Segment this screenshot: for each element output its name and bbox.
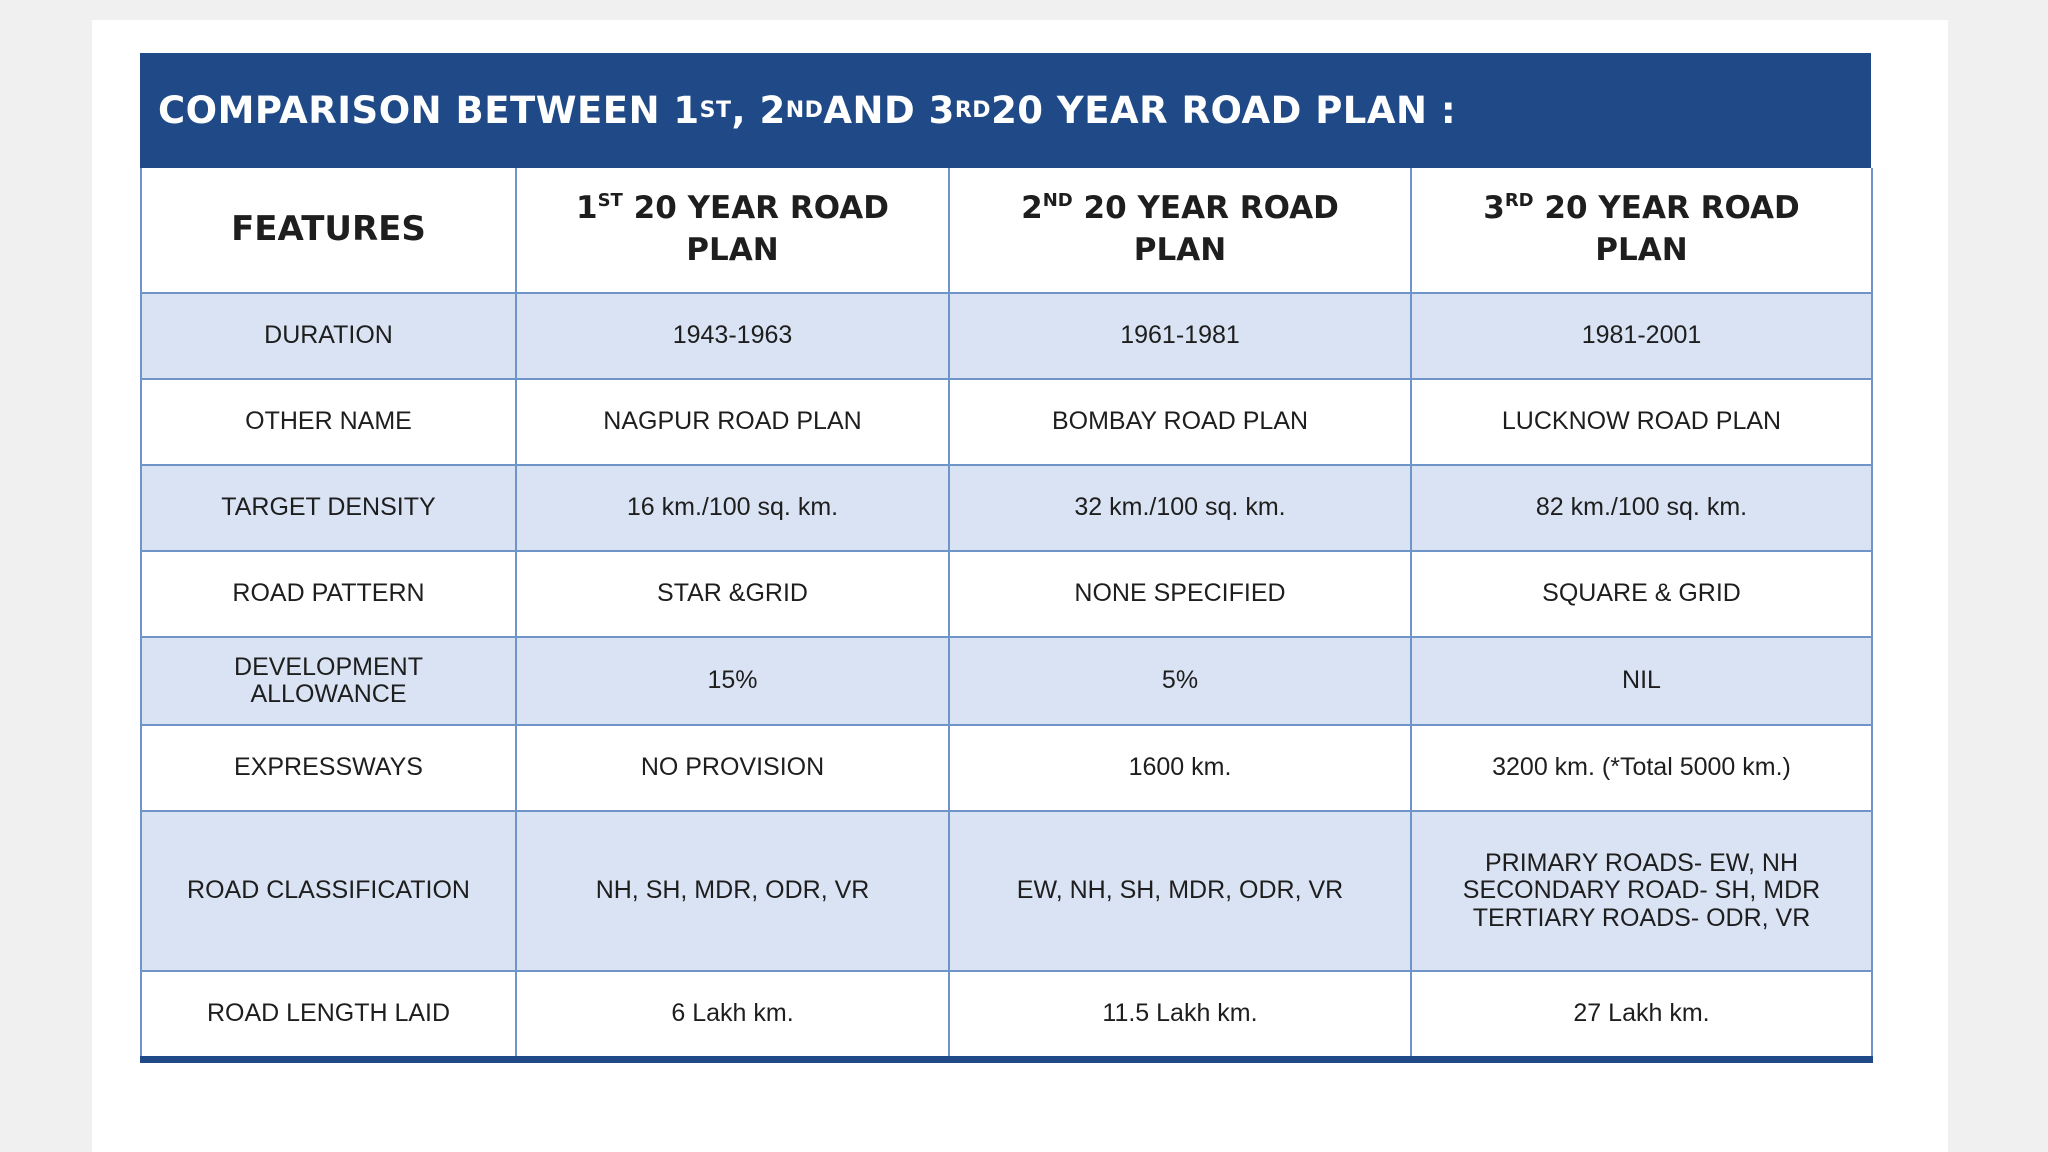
plan-3-cell: NIL xyxy=(1411,637,1872,725)
header-plan-3 xyxy=(1411,168,1872,293)
feature-cell: ROAD LENGTH LAID xyxy=(141,971,516,1060)
plan-2-cell: EW, NH, SH, MDR, ODR, VR xyxy=(949,811,1411,971)
title-part-3: AND 3 xyxy=(823,89,955,132)
plan-2-cell: 1961-1981 xyxy=(949,293,1411,379)
slide-title: COMPARISON BETWEEN 1 ST , 2 ND AND 3 RD 20 YEAR ROAD PLAN : xyxy=(140,53,1871,168)
plan-1-cell: NO PROVISION xyxy=(516,725,949,811)
header-plan-1-line2: PLAN xyxy=(686,232,779,268)
header-plan-1-num: 1 xyxy=(576,190,598,227)
classification-line-2: SECONDARY ROAD- SH, MDR xyxy=(1462,876,1821,905)
plan-1-cell: 6 Lakh km. xyxy=(516,971,949,1060)
title-part-2: , 2 xyxy=(731,89,786,132)
table-row-target-density xyxy=(141,465,1872,551)
table-header-row xyxy=(141,168,1872,293)
header-plan-1-text: 20 YEAR ROAD xyxy=(622,190,889,227)
header-plan-1-sup: ST xyxy=(597,190,623,212)
header-plan-3-line2: PLAN xyxy=(1595,232,1688,268)
plan-1-cell: 15% xyxy=(516,637,949,725)
table-row-duration xyxy=(141,293,1872,379)
header-plan-2-line2: PLAN xyxy=(1133,232,1227,268)
header-plan-3-num: 3 xyxy=(1483,190,1505,227)
plan-1-cell: NH, SH, MDR, ODR, VR xyxy=(516,811,949,971)
table-row-road-classification xyxy=(141,811,1872,971)
plan-1-cell: NAGPUR ROAD PLAN xyxy=(516,379,949,465)
plan-2-cell: 1600 km. xyxy=(949,725,1411,811)
feature-cell: DURATION xyxy=(141,293,516,379)
plan-3-cell: LUCKNOW ROAD PLAN xyxy=(1411,379,1872,465)
header-plan-2-sup: ND xyxy=(1042,190,1073,212)
header-plan-1 xyxy=(516,168,949,293)
header-plan-3-text: 20 YEAR ROAD xyxy=(1533,190,1800,227)
header-features: FEATURES xyxy=(141,168,516,293)
feature-cell: EXPRESSWAYS xyxy=(141,725,516,811)
plan-3-cell xyxy=(1411,811,1872,971)
table-row-development-allowance xyxy=(141,637,1872,725)
plan-3-cell: 82 km./100 sq. km. xyxy=(1411,465,1872,551)
feature-line-2: ALLOWANCE xyxy=(250,680,407,708)
plan-1-cell: 16 km./100 sq. km. xyxy=(516,465,949,551)
plan-2-cell: BOMBAY ROAD PLAN xyxy=(949,379,1411,465)
header-plan-3-sup: RD xyxy=(1504,190,1534,212)
header-plan-2-text: 20 YEAR ROAD xyxy=(1072,190,1339,227)
header-plan-2 xyxy=(949,168,1411,293)
table-row-other-name xyxy=(141,379,1872,465)
table-row-road-length-laid xyxy=(141,971,1872,1060)
feature-cell xyxy=(141,637,516,725)
feature-line-1: DEVELOPMENT xyxy=(234,652,423,681)
plan-1-cell: STAR &GRID xyxy=(516,551,949,637)
plan-3-cell: 3200 km. (*Total 5000 km.) xyxy=(1411,725,1872,811)
header-plan-2-num: 2 xyxy=(1021,190,1043,227)
classification-line-1: PRIMARY ROADS- EW, NH xyxy=(1484,848,1798,877)
feature-cell: ROAD CLASSIFICATION xyxy=(141,811,516,971)
plan-2-cell: NONE SPECIFIED xyxy=(949,551,1411,637)
plan-3-cell: 27 Lakh km. xyxy=(1411,971,1872,1060)
classification-line-3: TERTIARY ROADS- ODR, VR xyxy=(1472,903,1811,932)
plan-3-cell: SQUARE & GRID xyxy=(1411,551,1872,637)
plan-1-cell: 1943-1963 xyxy=(516,293,949,379)
plan-3-cell: 1981-2001 xyxy=(1411,293,1872,379)
table-row-expressways xyxy=(141,725,1872,811)
feature-cell: OTHER NAME xyxy=(141,379,516,465)
feature-cell: TARGET DENSITY xyxy=(141,465,516,551)
title-part-1: COMPARISON BETWEEN 1 xyxy=(158,89,700,132)
table-row-road-pattern xyxy=(141,551,1872,637)
plan-2-cell: 11.5 Lakh km. xyxy=(949,971,1411,1060)
title-part-4: 20 YEAR ROAD PLAN : xyxy=(991,89,1457,132)
plan-2-cell: 32 km./100 sq. km. xyxy=(949,465,1411,551)
comparison-table xyxy=(140,168,1873,1063)
feature-cell: ROAD PATTERN xyxy=(141,551,516,637)
plan-2-cell: 5% xyxy=(949,637,1411,725)
